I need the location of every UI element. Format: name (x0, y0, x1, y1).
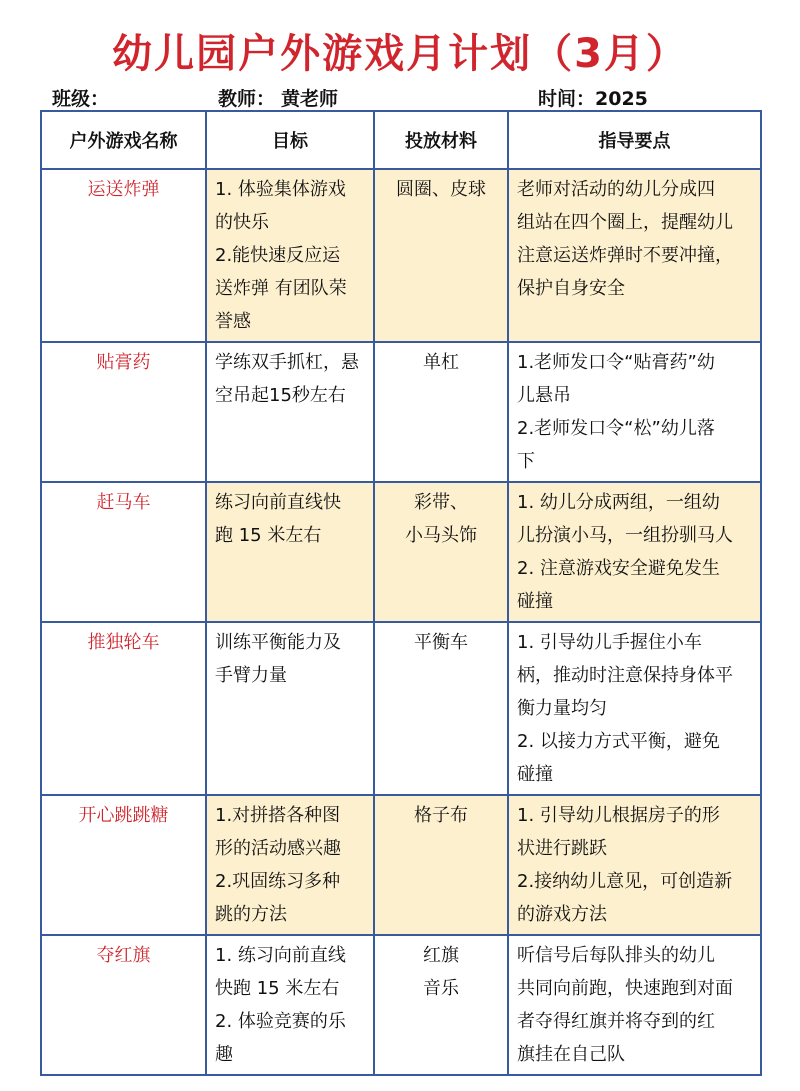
materials-cell-line: 小马头饰 (405, 525, 477, 546)
goal-cell (206, 482, 374, 622)
tips-cell-line: 2. 以接力方式平衡，避免 (517, 731, 720, 752)
goal-cell-line: 学练双手抓杠，悬 (215, 352, 359, 373)
tips-cell-line: 2.老师发口令“松”幼儿落 (517, 418, 715, 439)
tips-cell (508, 342, 761, 482)
table-header-row (41, 111, 761, 169)
goal-cell-line: 1. 练习向前直线 (215, 945, 346, 966)
materials-cell-line: 音乐 (423, 978, 459, 999)
tips-cell-line: 组站在四个圈上，提醒幼儿 (517, 212, 733, 233)
tips-cell (508, 169, 761, 342)
goal-cell-line: 趣 (215, 1044, 233, 1065)
game-name: 运送炸弹 (41, 169, 206, 342)
goal-cell-line: 练习向前直线快 (215, 492, 341, 513)
goal-cell-line: 快跑 15 米左右 (215, 978, 340, 999)
goal-cell-line: 形的活动感兴趣 (215, 838, 341, 859)
goal-cell-line: 2. 体验竞赛的乐 (215, 1011, 346, 1032)
game-name: 贴膏药 (41, 342, 206, 482)
tips-cell-line: 碰撞 (517, 764, 553, 785)
game-name: 开心跳跳糖 (41, 795, 206, 935)
materials-cell (374, 935, 508, 1075)
tips-cell-line: 的游戏方法 (517, 904, 607, 925)
goal-cell-line: 1. 体验集体游戏 (215, 179, 346, 200)
goal-cell-line: 训练平衡能力及 (215, 632, 341, 653)
tips-cell-line: 儿悬吊 (517, 385, 571, 406)
materials-cell (374, 482, 508, 622)
goal-cell-line: 的快乐 (215, 212, 269, 233)
tips-cell-line: 老师对活动的幼儿分成四 (517, 179, 715, 200)
teacher-label: 教师： (218, 88, 276, 110)
goal-cell (206, 795, 374, 935)
goal-cell-line: 2.能快速反应运 (215, 245, 341, 266)
page-title: 幼儿园户外游戏月计划（3月） (112, 31, 688, 77)
tips-cell-line: 柄，推动时注意保持身体平 (517, 665, 733, 686)
time-value: 2025 (595, 88, 648, 110)
materials-cell (374, 795, 508, 935)
table-row (41, 622, 761, 795)
goal-cell (206, 342, 374, 482)
teacher-info (218, 84, 338, 111)
tips-cell-line: 者夺得红旗并将夺到的红 (517, 1011, 715, 1032)
tips-cell-line: 1. 引导幼儿手握住小车 (517, 632, 702, 653)
materials-cell-line: 红旗 (423, 945, 459, 966)
tips-cell (508, 482, 761, 622)
tips-cell (508, 795, 761, 935)
goal-cell (206, 935, 374, 1075)
tips-cell (508, 622, 761, 795)
materials-cell-line: 圆圈、皮球 (396, 179, 486, 200)
tips-cell-line: 下 (517, 451, 535, 472)
table-row (41, 935, 761, 1075)
tips-cell-line: 听信号后每队排头的幼儿 (517, 945, 715, 966)
tips-cell-line: 2. 注意游戏安全避免发生 (517, 558, 720, 579)
goal-cell-line: 跑 15 米左右 (215, 525, 322, 546)
table-row (41, 342, 761, 482)
goal-cell-line: 1.对拼搭各种图 (215, 805, 341, 826)
goal-cell-line: 2.巩固练习多种 (215, 871, 341, 892)
goal-cell (206, 169, 374, 342)
game-name: 推独轮车 (41, 622, 206, 795)
tips-cell-line: 2.接纳幼儿意见，可创造新 (517, 871, 733, 892)
plan-table-body (41, 169, 761, 1075)
header-goal: 目标 (206, 111, 374, 169)
header-game-name: 户外游戏名称 (41, 111, 206, 169)
goal-cell-line: 手臂力量 (215, 665, 287, 686)
goal-cell-line: 誉感 (215, 311, 251, 332)
table-row (41, 795, 761, 935)
tips-cell-line: 保护自身安全 (517, 278, 625, 299)
tips-cell-line: 注意运送炸弹时不要冲撞， (517, 245, 733, 266)
tips-cell-line: 共同向前跑，快速跑到对面 (517, 978, 733, 999)
tips-cell-line: 1.老师发口令“贴膏药”幼 (517, 352, 715, 373)
tips-cell-line: 1. 引导幼儿根据房子的形 (517, 805, 720, 826)
tips-cell-line: 1. 幼儿分成两组，一组幼 (517, 492, 720, 513)
tips-cell-line: 状进行跳跃 (517, 838, 607, 859)
time-label: 时间： (538, 88, 596, 110)
materials-cell (374, 342, 508, 482)
class-label: 班级： (52, 88, 110, 110)
header-materials: 投放材料 (374, 111, 508, 169)
goal-cell-line: 跳的方法 (215, 904, 287, 925)
plan-table (40, 110, 762, 1076)
tips-cell-line: 旗挂在自己队 (517, 1044, 625, 1065)
materials-cell (374, 169, 508, 342)
time-info (538, 84, 648, 111)
goal-cell-line: 空吊起15秒左右 (215, 385, 346, 406)
game-name: 赶马车 (41, 482, 206, 622)
tips-cell (508, 935, 761, 1075)
materials-cell-line: 格子布 (414, 805, 468, 826)
materials-cell (374, 622, 508, 795)
game-name: 夺红旗 (41, 935, 206, 1075)
materials-cell-line: 平衡车 (414, 632, 468, 653)
tips-cell-line: 衡力量均匀 (517, 698, 607, 719)
goal-cell-line: 送炸弹 有团队荣 (215, 278, 347, 299)
table-row (41, 169, 761, 342)
teacher-value: 黄老师 (281, 88, 339, 110)
goal-cell (206, 622, 374, 795)
materials-cell-line: 彩带、 (414, 492, 468, 513)
table-row (41, 482, 761, 622)
header-tips: 指导要点 (508, 111, 761, 169)
tips-cell-line: 碰撞 (517, 591, 553, 612)
class-info (52, 84, 115, 111)
tips-cell-line: 儿扮演小马，一组扮驯马人 (517, 525, 733, 546)
materials-cell-line: 单杠 (423, 352, 459, 373)
